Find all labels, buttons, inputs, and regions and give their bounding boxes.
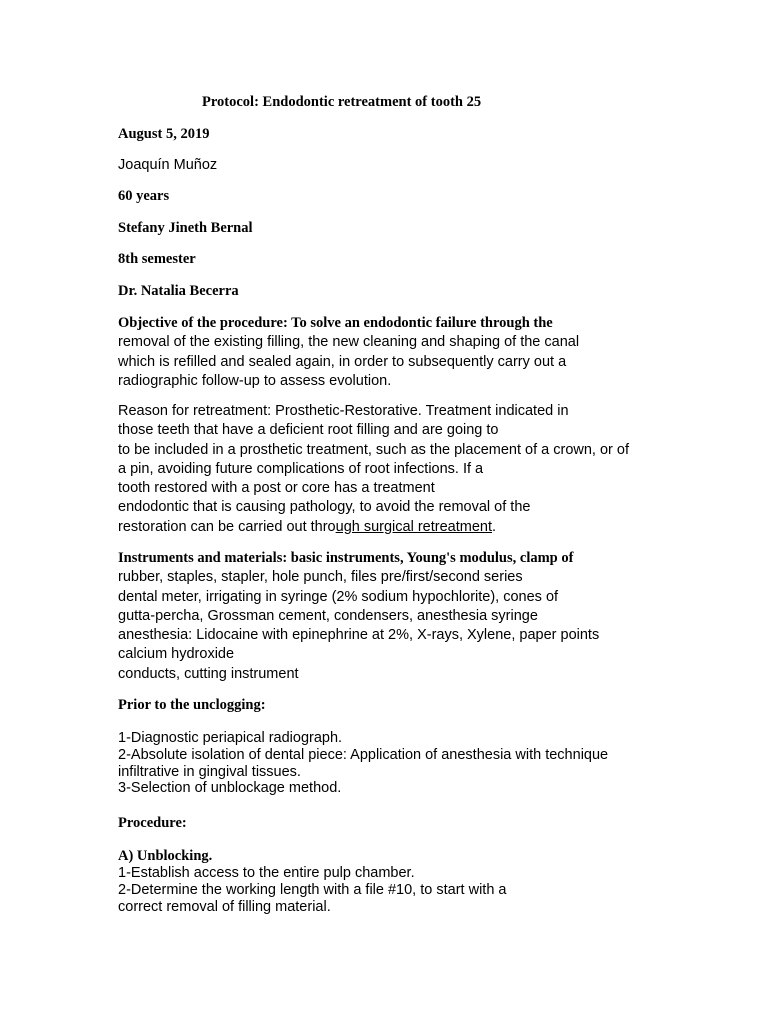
reason-line: a pin, avoiding future complications of root infections. If a: [118, 460, 484, 477]
objective-section: [118, 314, 678, 391]
reason-last-end: .: [491, 518, 497, 535]
reason-line: Reason for retreatment: Prosthetic-Restorative. Treatment indicated in: [118, 403, 569, 419]
objective-heading: Objective of the procedure: To solve an endodontic failure through the: [118, 315, 553, 331]
instruments-heading: Instruments and materials: basic instruments, Young's modulus, clamp of: [118, 550, 574, 566]
instruments-line: dental meter, irrigating in syringe (2% sodium hypochlorite), cones of: [118, 588, 559, 605]
reason-last-line: [118, 518, 678, 537]
instruments-line: gutta-percha, Grossman cement, condensers, anesthesia syringe: [118, 607, 538, 624]
procedure-step: 1-Establish access to the entire pulp chamber.: [118, 865, 415, 881]
reason-last-plain: restoration can be carried out thro: [118, 518, 336, 535]
instruments-line: rubber, staples, stapler, hole punch, files pre/first/second series: [118, 569, 523, 586]
reason-line: those teeth that have a deficient root filling and are going to: [118, 422, 499, 439]
procedure-subheading: A) Unblocking.: [118, 848, 213, 864]
prior-step: 1-Diagnostic periapical radiograph.: [118, 730, 343, 746]
date: August 5, 2019: [118, 126, 210, 142]
patient-name: Joaquín Muñoz: [118, 157, 218, 173]
instruments-line: anesthesia: Lidocaine with epinephrine at 2%, X-rays, Xylene, paper points: [118, 627, 600, 644]
student-name: Stefany Jineth Bernal: [118, 220, 253, 236]
patient-age: 60 years: [118, 188, 170, 204]
prior-step: infiltrative in gingival tissues.: [118, 763, 301, 780]
semester: 8th semester: [118, 251, 196, 267]
reason-line: tooth restored with a post or core has a treatment: [118, 480, 435, 497]
instruments-line: conducts, cutting instrument: [118, 665, 299, 682]
reason-line: endodontic that is causing pathology, to avoid the removal of the: [118, 499, 531, 516]
procedure-heading: Procedure:: [118, 815, 187, 831]
procedure-steps: [118, 865, 678, 915]
objective-line: removal of the existing filling, the new cleaning and shaping of the canal: [118, 334, 580, 351]
prior-step: 2-Absolute isolation of dental piece: Application of anesthesia with technique: [118, 746, 609, 763]
prior-heading: Prior to the unclogging:: [118, 697, 266, 713]
objective-line: radiographic follow-up to assess evolution.: [118, 372, 392, 389]
objective-line: which is refilled and sealed again, in order to subsequently carry out a: [118, 353, 567, 370]
instruments-line: calcium hydroxide: [118, 646, 235, 663]
reason-section: [118, 402, 678, 537]
procedure-step: correct removal of filling material.: [118, 898, 331, 915]
procedure-step: 2-Determine the working length with a file #10, to start with a: [118, 881, 507, 898]
prior-steps: [118, 730, 678, 797]
instruments-section: [118, 549, 678, 684]
doctor-name: Dr. Natalia Becerra: [118, 283, 239, 299]
reason-line: to be included in a prosthetic treatment, such as the placement of a crown, or of: [118, 441, 630, 458]
document-title: Protocol: Endodontic retreatment of tooth 25: [202, 94, 482, 110]
prior-step: 3-Selection of unblockage method.: [118, 780, 342, 797]
reason-underlined-text: ugh surgical retreatment: [335, 518, 492, 535]
